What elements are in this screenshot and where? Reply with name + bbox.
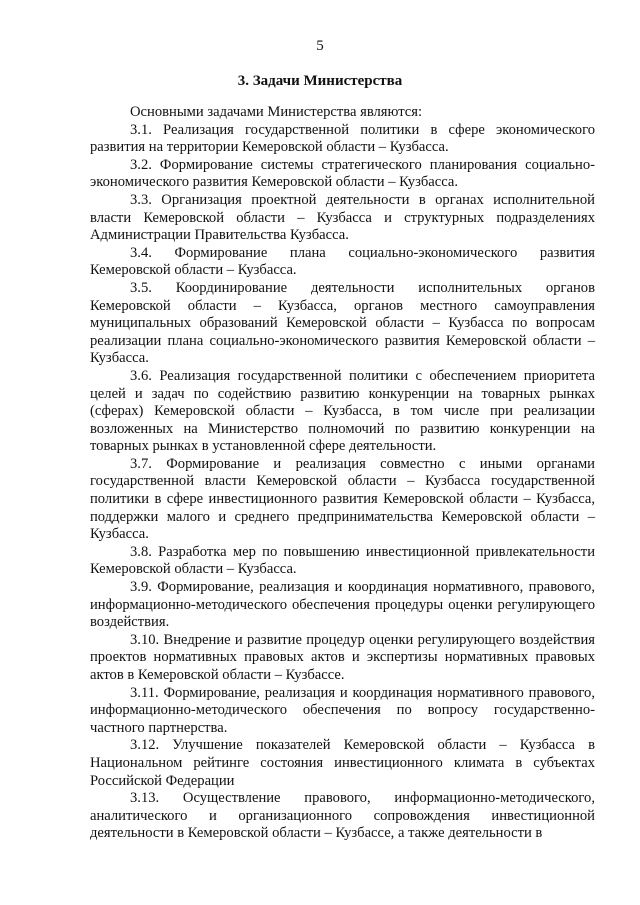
- task-item-3-7: 3.7. Формирование и реализация совместно с иными органами государственной власти Кемеровской области – Кузбасса государственной политики в сфере инвестиционного развития Кемеровской области – Кузбасса, поддержки малого и среднего предпринимательства Кемеровской области – Кузбасса.: [90, 455, 595, 543]
- task-item-3-10: 3.10. Внедрение и развитие процедур оценки регулирующего воздействия проектов нормативных правовых актов и экспертизы нормативных правовых актов в Кемеровской области – Кузбассе.: [90, 631, 595, 683]
- document-body: [90, 104, 595, 843]
- task-item-3-1: 3.1. Реализация государственной политики в сфере экономического развития на территории Кемеровской области – Кузбасса.: [90, 121, 595, 156]
- task-item-3-13: 3.13. Осуществление правового, информационно-методического, аналитического и организационного сопровождения инвестиционной деятельности в Кемеровской области – Кузбассе, а также деятельности в: [90, 790, 595, 842]
- task-item-3-2: 3.2. Формирование системы стратегического планирования социально-экономического развития Кемеровской области – Кузбасса.: [90, 156, 595, 191]
- page-number: 5: [316, 38, 324, 54]
- task-item-3-9: 3.9. Формирование, реализация и координация нормативного, правового, информационно-методического обеспечения процедуры оценки регулирующего воздействия.: [90, 579, 595, 631]
- task-item-3-6: 3.6. Реализация государственной политики с обеспечением приоритета целей и задач по содействию развитию конкуренции на товарных рынках (сферах) Кемеровской области – Кузбасса, в том числе при реализации возложенных на Министерство полномочий по развитию конкуренции на товарных рынках в установленной сфере деятельности.: [90, 367, 595, 455]
- intro-paragraph: Основными задачами Министерства являются:: [130, 104, 423, 120]
- task-item-3-3: 3.3. Организация проектной деятельности в органах исполнительной власти Кемеровской области – Кузбасса и структурных подразделениях Администрации Правительства Кузбасса.: [90, 191, 595, 244]
- task-item-3-4: 3.4. Формирование плана социально-экономического развития Кемеровской области – Кузбасса.: [90, 244, 595, 279]
- task-item-3-11: 3.11. Формирование, реализация и координация нормативного правового, информационно-методического обеспечения по вопросу государственно-частного партнерства.: [90, 684, 595, 736]
- section-title: 3. Задачи Министерства: [237, 73, 403, 89]
- task-item-3-8: 3.8. Разработка мер по повышению инвестиционной привлекательности Кемеровской области – Кузбасса.: [90, 543, 595, 578]
- task-item-3-5: 3.5. Координирование деятельности исполнительных органов Кемеровской области – Кузбасса, органов местного самоуправления муниципальных образований Кемеровской области – Кузбасса по вопросам реализации плана социально-экономического развития Кемеровской области – Кузбасса.: [90, 279, 595, 367]
- task-item-3-12: 3.12. Улучшение показателей Кемеровской области – Кузбасса в Национальном рейтинге состояния инвестиционного климата в субъектах Российской Федерации: [90, 737, 595, 789]
